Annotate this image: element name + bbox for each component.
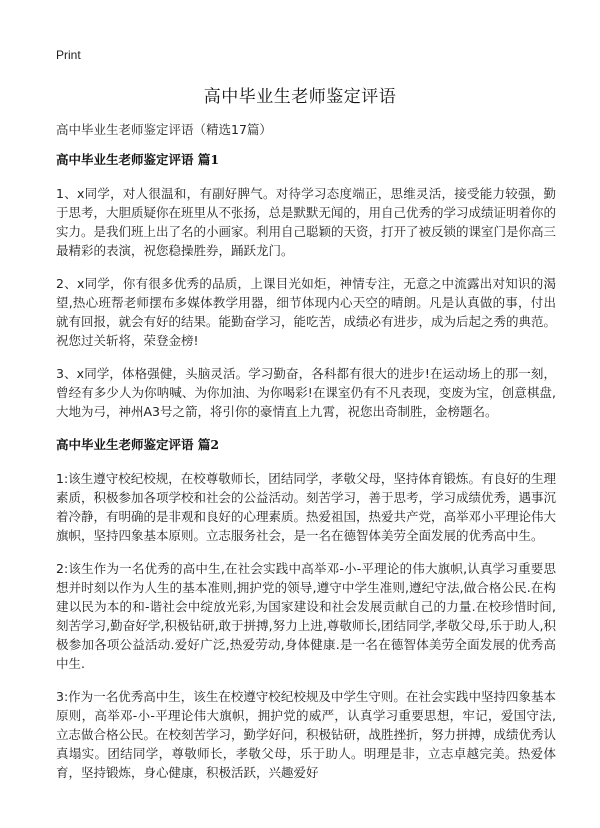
subtitle: 高中毕业生老师鉴定评语（精选17篇） — [56, 122, 272, 137]
paragraph: 1、x同学，对人很温和，有副好脾气。对待学习态度端正，思维灵活，接受能力较强，勤于思考，大胆质疑你在班里从不张扬，总是默默无闻的，用自己优秀的学习成绩证明着你的实力。是我们班上出了名的小画家。利用自己聪颖的天资，打开了被反锁的课室门是你高三最精彩的表演，祝您稳操胜券，踊跃龙门。 — [56, 186, 557, 258]
paragraph: 3:作为一名优秀高中生，该生在校遵守校纪校规及中学生守则。在社会实践中坚持四象基本原则，高举邓-小-平理论伟大旗帜，拥护党的威严，认真学习重要思想，牢记，爱国守法,立志做合格公民。在校刻苦学习，勤学好问，积极钻研，战胜挫折，努力拼搏，成绩优秀认真塌实。团结同学，尊敬师长，孝敬父母，乐于助人。明理是非，立志卓越完美。热爱体育，坚持锻炼，身心健康，积极活跃，兴趣爱好 — [56, 689, 557, 780]
section-heading: 高中毕业生老师鉴定评语 篇2 — [56, 437, 220, 452]
document-body — [56, 150, 556, 796]
section-heading: 高中毕业生老师鉴定评语 篇1 — [56, 152, 220, 167]
page-title: 高中毕业生老师鉴定评语 — [203, 87, 397, 107]
section-1 — [56, 150, 556, 421]
print-label: Print — [56, 48, 81, 62]
paragraph: 1:该生遵守校纪校规，在校尊敬师长，团结同学，孝敬父母，坚持体育锻炼。有良好的生理素质，积极参加各项学校和社会的公益活动。刻苦学习，善于思考，学习成绩优秀，遇事沉着冷静，有明确的是非观和良好的心理素质。热爱祖国，热爱共产党，高举邓小平理论伟大旗帜，坚持四象基本原则。立志服务社会，是一名在德智体美劳全面发展的优秀高中生。 — [56, 471, 557, 543]
paragraph: 3、x同学，体格强健，头脑灵活。学习勤奋，各科都有很大的进步!在运动场上的那一刻，曾经有多少人为你呐喊、为你加油、为你喝彩!在课室仍有不凡表现，变废为宝，创意棋盘,大地为弓，神州A3号之箭，将引你的豪情直上九霄，祝您出奇制胜，金榜题名。 — [56, 366, 556, 419]
section-2 — [56, 435, 556, 782]
paragraph: 2:该生作为一名优秀的高中生,在社会实践中高举邓-小-平理论的伟大旗帜,认真学习重要思想并时刻以作为人生的基本准则,拥护党的领导,遵守中学生准则,遵纪守法,做合格公民.在构建以民为本的和-谐社会中绽放光彩,为国家建设和社会发展贡献自己的力量.在校珍惜时间,刻苦学习,勤奋好学,积极钻研,敢于拼搏,努力上进,尊敬师长,团结同学,孝敬父母,乐于助人,积极参加各项公益活动.爱好广泛,热爱劳动,身体健康.是一名在德智体美劳全面发展的优秀高中生. — [56, 561, 556, 671]
paragraph: 2、x同学，你有很多优秀的品质，上课目光如炬，神情专注，无意之中流露出对知识的渴望,热心班帮老师摆布多媒体教学用器，细节体现内心天空的晴朗。凡是认真做的事，付出就有回报，就会有好的结果。能勤奋学习，能吃苦，成绩必有进步，成为后起之秀的典范。祝您过关斩将，荣登金榜! — [56, 276, 557, 348]
